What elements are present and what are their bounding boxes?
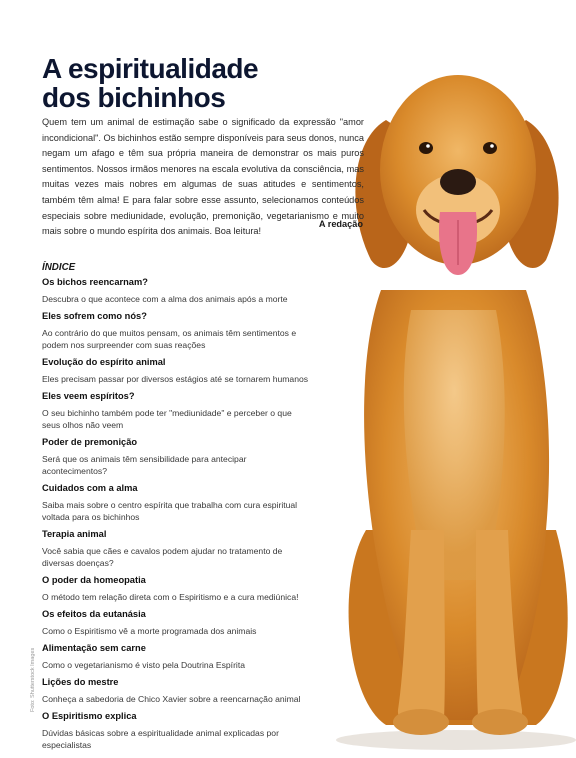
toc-entry-description: Dúvidas básicas sobre a espiritualidade animal explicadas por especialistas (42, 728, 279, 750)
signature: A redação (318, 219, 363, 229)
toc-entry-title: Eles sofrem como nós? (42, 311, 147, 321)
photo-credit: Foto: Shutterstock Images (30, 647, 36, 712)
toc-entry[interactable] (42, 482, 312, 523)
toc-entry-description: Eles precisam passar por diversos estágios até se tornarem humanos (42, 374, 309, 384)
table-of-contents (42, 276, 312, 756)
toc-entry[interactable] (42, 310, 312, 351)
title-line-2: dos bichinhos (42, 82, 226, 113)
toc-entry-title: Terapia animal (42, 529, 107, 539)
toc-entry[interactable] (42, 710, 312, 751)
toc-entry-title: O poder da homeopatia (42, 575, 146, 585)
toc-entry[interactable] (42, 356, 312, 385)
toc-entry-description: Será que os animais têm sensibilidade para antecipar acontecimentos? (42, 454, 247, 476)
toc-entry-description: Saiba mais sobre o centro espírita que trabalha com cura espiritual voltada para os bichinhos (42, 500, 298, 522)
toc-entry-title: O Espiritismo explica (42, 711, 137, 721)
index-heading: ÍNDICE (42, 262, 76, 273)
toc-entry[interactable] (42, 574, 312, 603)
toc-entry-title: Poder de premonição (42, 437, 138, 447)
toc-entry-description: Ao contrário do que muitos pensam, os animais têm sentimentos e podem nos surpreender com suas reações (42, 328, 297, 350)
toc-entry[interactable] (42, 642, 312, 671)
toc-entry[interactable] (42, 390, 312, 431)
toc-entry-title: Cuidados com a alma (42, 483, 138, 493)
toc-entry-description: Você sabia que cães e cavalos podem ajudar no tratamento de diversas doenças? (42, 546, 283, 568)
toc-entry[interactable] (42, 276, 312, 305)
toc-entry[interactable] (42, 608, 312, 637)
toc-entry-description: O seu bichinho também pode ter "mediunidade" e perceber o que seus olhos não veem (42, 408, 292, 430)
toc-entry-description: Como o Espiritismo vê a morte programada dos animais (42, 626, 257, 636)
toc-entry[interactable] (42, 528, 312, 569)
toc-entry-description: O método tem relação direta com o Espiritismo e a cura mediúnica! (42, 592, 299, 602)
toc-entry-title: Os bichos reencarnam? (42, 277, 148, 287)
toc-entry-title: Eles veem espíritos? (42, 391, 135, 401)
article-title (42, 54, 362, 112)
toc-entry-title: Alimentação sem carne (42, 643, 146, 653)
toc-entry-title: Evolução do espírito animal (42, 357, 166, 367)
intro-paragraph: Quem tem um animal de estimação sabe o significado da expressão "amor incondicional". Os bichinhos estão sempre disponíveis para seus donos, nunca negam um afago e têm sua própria maneira de demonstrar os mais puros sentimentos. Nossos irmãos menores na escala evolutiva da consciência, mas muitas vezes mais nobres em algumas de suas atitudes e sentimentos, também têm alma! E para falar sobre esse assunto, selecionamos conteúdos especiais sobre mediunidade, evolução, premonição, vegetarianismo e muito mais sobre o mundo espírita dos animais. Boa leitura! (42, 117, 364, 237)
toc-entry[interactable] (42, 436, 312, 477)
toc-entry-title: Lições do mestre (42, 677, 119, 687)
toc-entry-title: Os efeitos da eutanásia (42, 609, 146, 619)
toc-entry[interactable] (42, 676, 312, 705)
toc-entry-description: Conheça a sabedoria de Chico Xavier sobre a reencarnação animal (42, 694, 301, 704)
toc-entry-description: Descubra o que acontece com a alma dos animais após a morte (42, 294, 288, 304)
title-line-1: A espiritualidade (42, 53, 259, 84)
toc-entry-description: Como o vegetarianismo é visto pela Doutrina Espírita (42, 660, 246, 670)
